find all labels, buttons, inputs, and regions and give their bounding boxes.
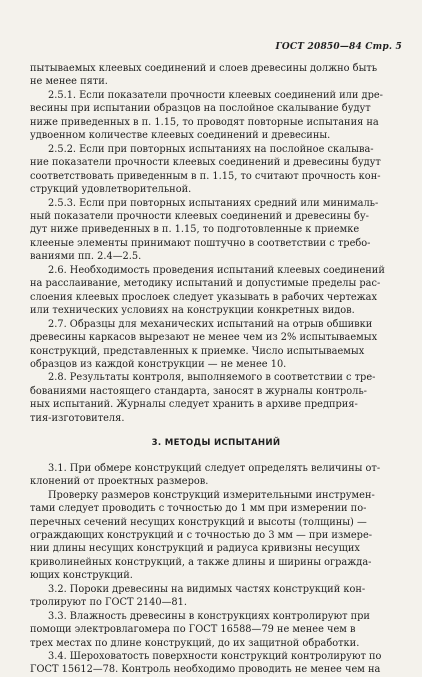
text-line: весины при испытании образцов на послойное скалывание будут [30,103,371,115]
paragraph [30,318,402,372]
text-line: ниже приведенных в п. 1.15, то проводят повторные испытания на [30,116,379,128]
text-line: образцов из каждой конструкции — не менее 10. [30,358,287,370]
text-line: ние показатели прочности клеевых соединений и древесины будут [30,157,381,169]
text-line: помощи электровлагомера по ГОСТ 16588—79 не менее чем в [30,624,356,636]
text-line: на расслаивание, методику испытаний и допустимые пределы рас- [30,278,381,290]
text-line: Проверку размеров конструкций измерительными инструмен- [48,489,375,501]
text-line: 2.5.1. Если показатели прочности клеевых соединений или дре- [48,89,383,101]
paragraph [30,610,402,650]
page-header: ГОСТ 20850—84 Стр. 5 [275,42,402,52]
text-line: 3.1. При обмере конструкций следует определять величины от- [48,462,381,474]
paragraph [30,462,402,489]
paragraph [30,89,402,143]
text-line: трех местах по длине конструкций, до их защитной обработки. [30,637,360,649]
paragraphs-before-section [30,62,402,425]
paragraph [30,583,402,610]
text-line: 2.7. Образцы для механических испытаний на отрыв обшивки [48,318,373,330]
text-line: тия-изготовителя. [30,412,125,424]
text-line: не менее пяти. [30,76,108,88]
paragraph [30,371,402,425]
text-line: нии длины несущих конструкций и радиуса кривизны несущих [30,543,360,555]
paragraph [30,62,402,89]
text-line: ГОСТ 15612—78. Контроль необходимо проводить не менее чем на [30,664,381,676]
text-line: перечных сечений несущих конструкций и высоты (толщины) — [30,516,367,528]
text-line: криволинейных конструкций, а также длины и ширины огражда- [30,556,372,568]
text-line: дут ниже приведенных в п. 1.15, то подготовленные к приемке [30,224,360,236]
text-line: тролируют по ГОСТ 2140—81. [30,597,187,609]
text-line: 3.2. Пороки древесины на видимых частях конструкций кон- [48,583,366,595]
text-line: слоения клеевых прослоек следует указывать в рабочих чертежах [30,291,378,303]
paragraphs-after-section [30,462,402,677]
text-line: бованиями настоящего стандарта, заносят в журналы контроль- [30,385,367,397]
text-line: конструкций, представленных к приемке. Число испытываемых [30,345,365,357]
text-line: ограждающих конструкций и с точностью до 3 мм — при измере- [30,529,373,541]
text-line: соответствовать приведенным в п. 1.15, то считают прочность кон- [30,170,381,182]
text-line: пытываемых клеевых соединений и слоев древесины должно быть [30,63,378,74]
paragraph [30,143,402,197]
text-line: или технических условиях на конструкции конкретных видов. [30,305,355,317]
text-line: ных испытаний. Журналы следует хранить в архиве предприя- [30,399,358,411]
text-line: клееные элементы принимают поштучно в соответствии с требо- [30,237,371,249]
paragraph [30,197,402,264]
text-line: 3.3. Влажность древесины в конструкциях контролируют при [48,610,370,622]
text-line: 2.8. Результаты контроля, выполняемого в соответствии с тре- [48,372,376,384]
text-line: 2.5.2. Если при повторных испытаниях на послойное скалыва- [48,143,374,155]
paragraph [30,264,402,318]
text-line: ющих конструкций. [30,570,133,582]
paragraph [30,489,402,583]
text-line: клонений от проектных размеров. [30,476,209,488]
text-line: 2.6. Необходимость проведения испытаний клеевых соединений [48,264,385,276]
text-line: удвоенном количестве клеевых соединений и древесины. [30,130,331,142]
text-line: 2.5.3. Если при повторных испытаниях средний или минималь- [48,197,379,209]
text-line: тами следует проводить с точностью до 1 мм при измерении по- [30,503,367,515]
text-line: древесины каркасов вырезают не менее чем из 2% испытываемых [30,332,378,344]
text-line: ный показатели прочности клеевых соединений и древесины бу- [30,210,369,222]
text-line: струкций удовлетворительной. [30,184,192,196]
document-body [30,62,402,677]
text-line: ваниями пп. 2.4—2.5. [30,251,142,263]
text-line: 3.4. Шероховатость поверхности конструкций контролируют по [48,651,382,663]
section-title: 3. МЕТОДЫ ИСПЫТАНИЙ [151,438,281,449]
paragraph [30,650,402,677]
